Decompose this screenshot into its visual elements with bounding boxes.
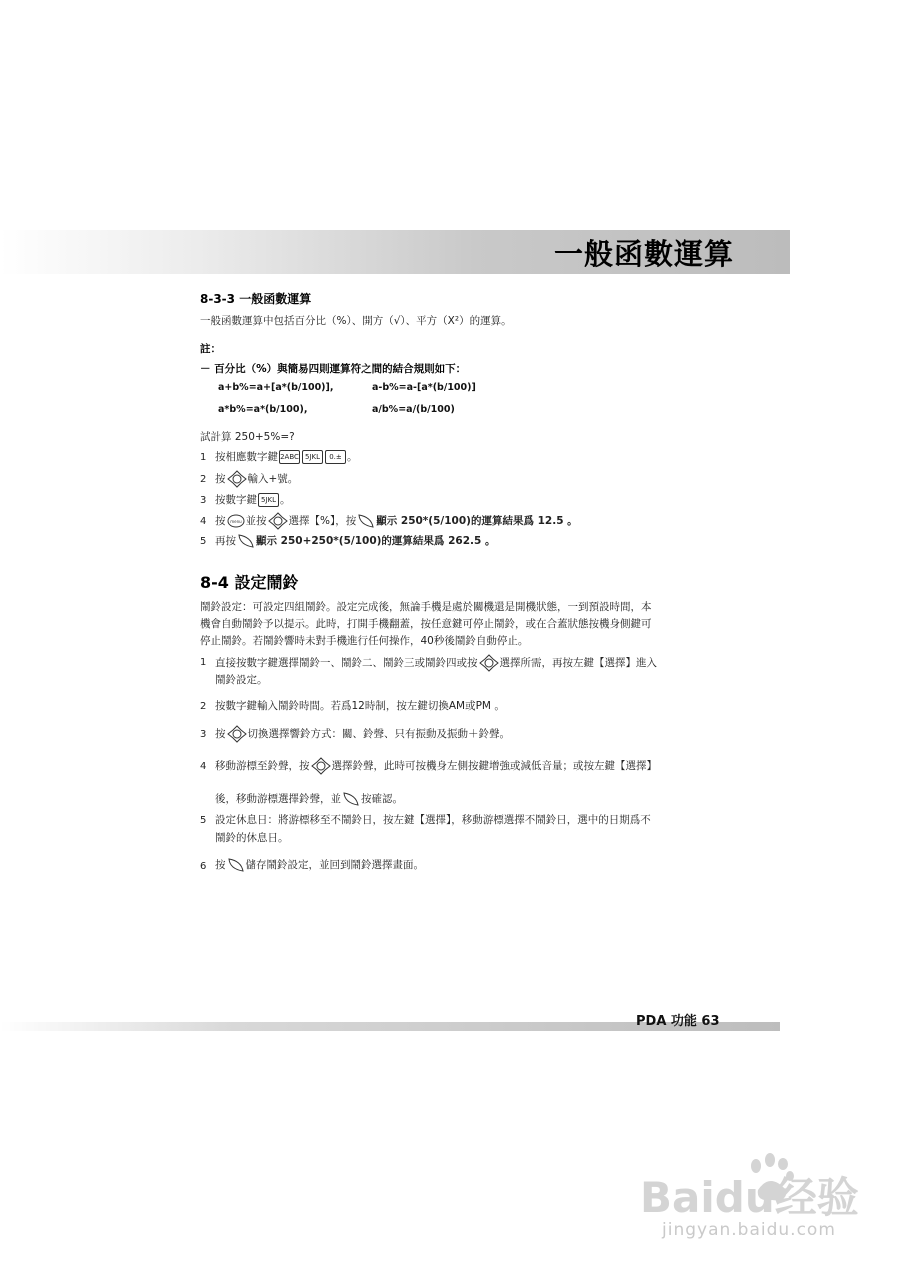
formula-divide: a/b%=a/(b/100) [372,404,455,415]
formula-subtract: a-b%=a-[a*(b/100)] [372,382,476,393]
nav-key-icon [311,757,331,775]
step-number: 4 [200,761,207,772]
right-soft-key-icon [342,791,360,807]
page-footer-label: PDA 功能 63 [636,1014,720,1029]
rule-intro: － 百分比（%）與簡易四則運算符之間的結合規則如下： [200,363,467,375]
step-number: 3 [200,495,207,506]
alarm-step-1-cont: 鬧鈴設定。 [215,674,268,686]
menu-key-icon [227,514,245,528]
key-5-icon: 5JKL [258,493,279,507]
nav-key-icon [227,725,247,743]
watermark-url: jingyan.baidu.com [662,1220,836,1240]
step-number: 3 [200,729,207,740]
step-3: 按數字鍵 5JKL 。 [215,494,291,506]
alarm-step-4-cont: 後，移動游標選擇鈴聲，並 按確認。 [215,793,403,805]
step-number: 6 [200,861,207,872]
alarm-step-6: 按 儲存鬧鈴設定，並回到鬧鈴選擇畫面。 [215,859,424,871]
step-1: 按相應數字鍵 2ABC 5JKL 0.± 。 [215,451,358,463]
alarm-step-5-cont: 鬧鈴的休息日。 [215,832,289,844]
step-number: 2 [200,701,207,712]
key-5-icon: 5JKL [302,450,323,464]
alarm-step-3: 按 切換選擇響鈴方式：關、鈴聲、只有振動及振動＋鈴聲。 [215,725,510,743]
section-heading-8-4: 8-4 設定鬧鈴 [200,573,299,592]
alarm-step-4: 移動游標至鈴聲，按 選擇鈴聲，此時可按機身左側按鍵增強或減低音量；或按左鍵【選擇】 [215,757,657,775]
step-4: 按 menu 並按 選擇【%】，按 顯示 250*(5/100)的運算結果爲 12.5 。 [215,512,578,530]
alarm-step-2: 按數字鍵輸入鬧鈴時間。若爲12時制，按左鍵切換AM或PM 。 [215,700,505,712]
key-0-icon: 0.± [325,450,346,464]
step-number: 4 [200,516,207,527]
right-soft-key-icon [227,857,245,873]
step-number: 1 [200,657,207,668]
step-number: 2 [200,474,207,485]
baidu-watermark-text: Baidu经验 [640,1173,859,1220]
paragraph-line: 鬧鈴設定：可設定四組鬧鈴。設定完成後，無論手機是處於關機還是開機狀態，一到預設時間，本 [200,601,652,613]
chapter-title: 一般函數運算 [553,237,734,271]
step-2: 按 輸入+號。 [215,470,298,488]
baidu-watermark-logo [640,1150,870,1220]
step-5: 再按 顯示 250+250*(5/100)的運算結果爲 262.5 。 [215,535,496,547]
alarm-step-5: 設定休息日：將游標移至不鬧鈴日，按左鍵【選擇】，移動游標選擇不鬧鈴日，選中的日期爲不 [215,814,651,826]
right-soft-key-icon [237,533,255,549]
paragraph-line: 機會自動鬧鈴予以提示。此時，打開手機翻蓋，按任意鍵可停止鬧鈴，或在合蓋狀態按機身側鍵可 [200,618,652,630]
note-label: 註： [200,343,221,355]
step-number: 5 [200,536,207,547]
key-2-icon: 2ABC [279,450,300,464]
formula-add: a+b%=a+[a*(b/100)], [218,382,334,393]
step-number: 5 [200,815,207,826]
example-problem: 試計算 250+5%=? [200,431,295,443]
svg-text:menu: menu [229,519,242,524]
formula-multiply: a*b%=a*(b/100), [218,404,308,415]
section-heading-8-3-3: 8-3-3 一般函數運算 [200,292,312,306]
nav-key-icon [268,512,288,530]
step-number: 1 [200,452,207,463]
right-soft-key-icon [357,513,375,529]
nav-key-icon [227,470,247,488]
paragraph-line: 停止鬧鈴。若鬧鈴響時未對手機進行任何操作，40秒後鬧鈴自動停止。 [200,635,529,647]
alarm-step-1: 直接按數字鍵選擇鬧鈴一、鬧鈴二、鬧鈴三或鬧鈴四或按 選擇所需，再按左鍵【選擇】進入 [215,654,657,672]
section-intro: 一般函數運算中包括百分比（%）、開方（√）、平方（X²）的運算。 [200,315,512,327]
nav-key-icon [479,654,499,672]
